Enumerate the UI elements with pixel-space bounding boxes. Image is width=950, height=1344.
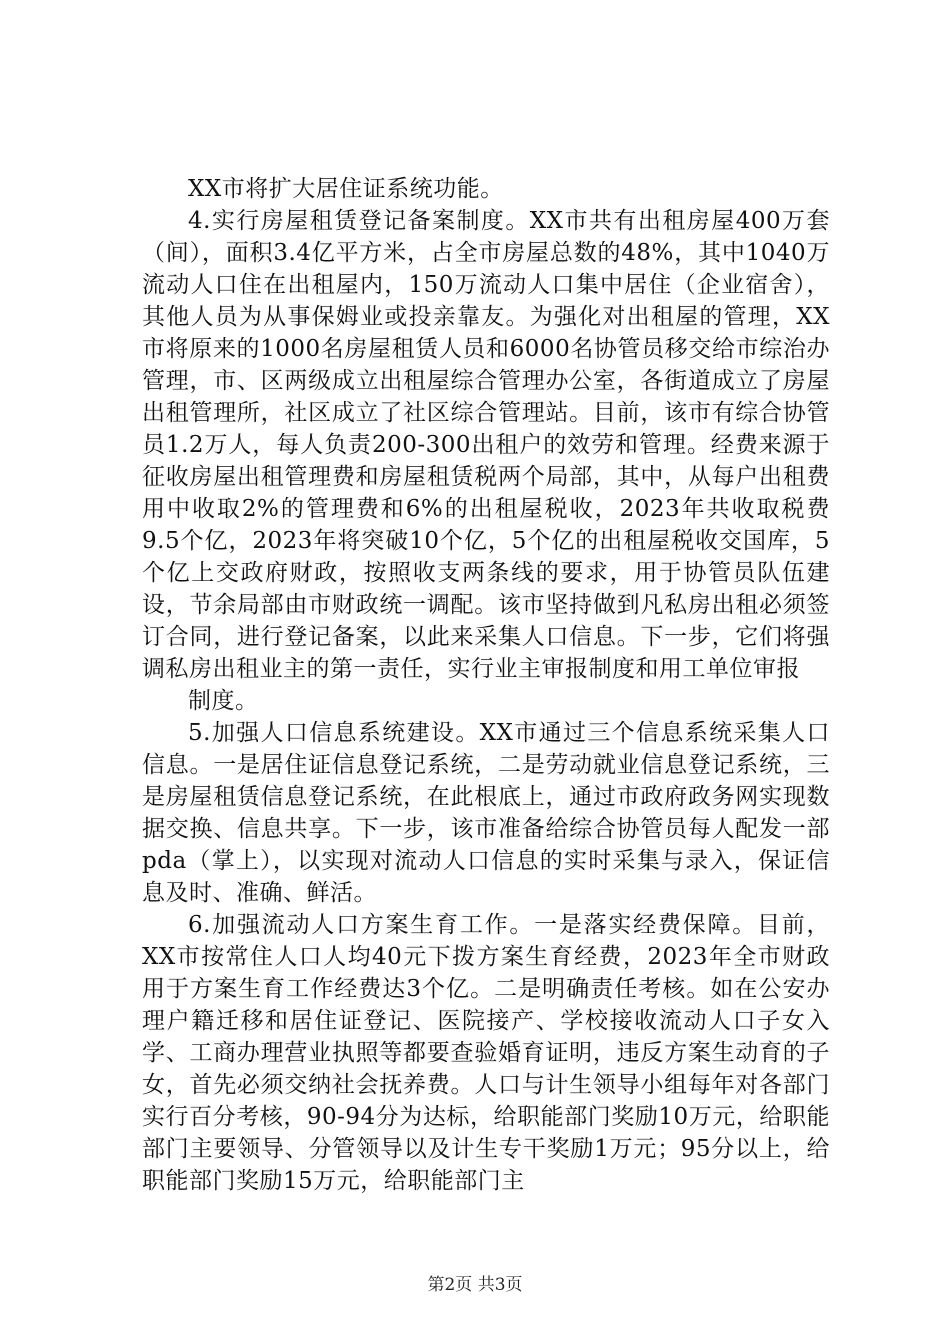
paragraph-information-system: 5.加强人口信息系统建设。XX市通过三个信息系统采集人口信息。一是居住证信息登记系统，二是劳动就业信息登记系统，三是房屋租赁信息登记系统，在此根底上，通过市政府政务网实现数据交换、信息共享。下一步，该市准备给综合协管员每人配发一部pda（掌上），以实现对流动人口信息的实时采集与录入，保证信息及时、准确、鲜活。 bbox=[142, 720, 830, 906]
paragraph-residence-permit: XX市将扩大居住证系统功能。 bbox=[188, 176, 504, 202]
paragraph-rental-registration-end: 制度。 bbox=[188, 688, 259, 714]
paragraph-family-planning: 6.加强流动人口方案生育工作。一是落实经费保障。目前，XX市按常住人口人均40元下拨方案生育经费，2023年全市财政用于方案生育工作经费达3个亿。二是明确责任考核。如在公安办理户籍迁移和居住证登记、医院接产、学校接收流动人口子女入学、工商办理营业执照等都要查验婚育证明，违反方案生动育的子女，首先必须交纳社会抚养费。人口与计生领导小组每年对各部门实行百分考核，90-94分为达标，给职能部门奖励10万元，给职能部门主要领导、分管领导以及计生专干奖励1万元；95分以上，给职能部门奖励15万元，给职能部门主 bbox=[142, 912, 830, 1194]
document-body bbox=[142, 173, 830, 1197]
paragraph-rental-registration: 4.实行房屋租赁登记备案制度。XX市共有出租房屋400万套（间），面积3.4亿平方米，占全市房屋总数的48%，其中1040万流动人口住在出租屋内，150万流动人口集中居住（企业宿舍），其他人员为从事保姆业或投亲靠友。为强化对出租屋的管理，XX市将原来的1000名房屋租赁人员和6000名协管员移交给市综治办管理，市、区两级成立出租屋综合管理办公室，各街道成立了房屋出租管理所，社区成立了社区综合管理站。目前，该市有综合协管员1.2万人，每人负责200-300出租户的效劳和管理。经费来源于征收房屋出租管理费和房屋租赁税两个局部，其中，从每户出租费用中收取2%的管理费和6%的出租屋税收，2023年共收取税费9.5个亿，2023年将突破10个亿，5个亿的出租屋税收交国库，5个亿上交政府财政，按照收支两条线的要求，用于协管员队伍建设，节余局部由市财政统一调配。该市坚持做到凡私房出租必须签订合同，进行登记备案，以此来采集人口信息。下一步，它们将强调私房出租业主的第一责任，实行业主审报制度和用工单位审报 bbox=[142, 208, 830, 682]
page-number-footer: 第2页 共3页 bbox=[427, 1275, 523, 1295]
